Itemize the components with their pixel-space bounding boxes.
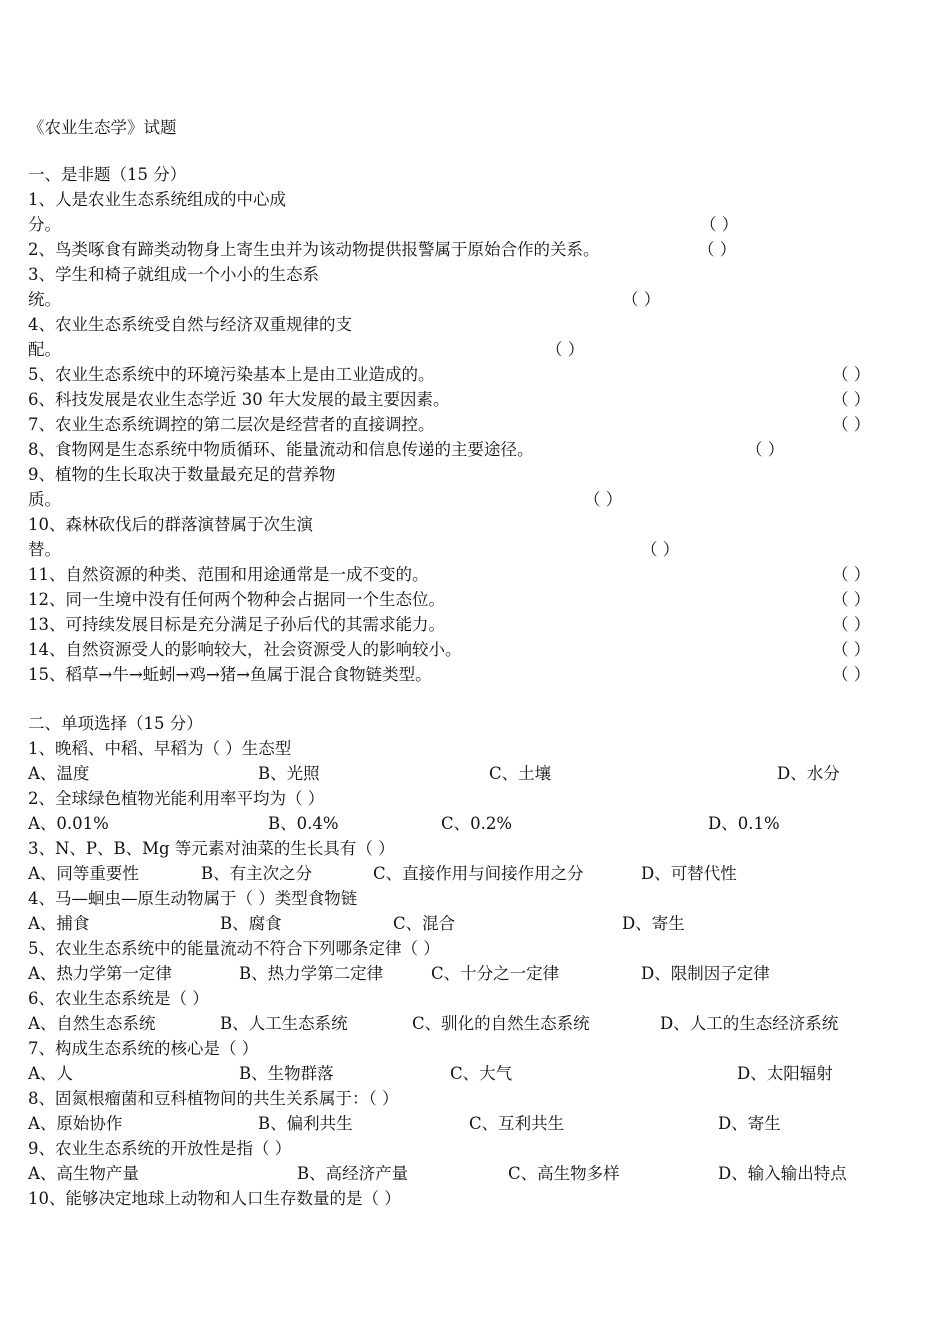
- question-text: 9、植物的生长取决于数量最充足的营养物: [28, 465, 336, 484]
- page-title: 《农业生态学》试题: [28, 118, 177, 137]
- option-c: C、直接作用与间接作用之分: [373, 864, 584, 883]
- option-a: A、捕食: [28, 914, 90, 933]
- option-a: A、热力学第一定律: [28, 964, 172, 983]
- question-text: 8、固氮根瘤菌和豆科植物间的共生关系属于：（ ）: [28, 1089, 399, 1108]
- question-text: 6、科技发展是农业生态学近 30 年大发展的最主要因素。: [28, 390, 450, 409]
- answer-blank: （ ）: [622, 290, 661, 309]
- section1-heading: 一、是非题（15 分）: [28, 165, 187, 184]
- option-d: D、人工的生态经济系统: [660, 1014, 839, 1033]
- question-text: 2、鸟类啄食有蹄类动物身上寄生虫并为该动物提供报警属于原始合作的关系。: [28, 240, 600, 259]
- option-b: B、光照: [258, 764, 320, 783]
- answer-blank: （ ）: [832, 390, 871, 409]
- answer-blank: （ ）: [641, 540, 680, 559]
- option-c: C、十分之一定律: [431, 964, 560, 983]
- option-c: C、大气: [450, 1064, 513, 1083]
- answer-blank: （ ）: [584, 490, 623, 509]
- answer-blank: （ ）: [832, 640, 871, 659]
- option-c: C、0.2%: [441, 814, 513, 833]
- question-text: 5、农业生态系统中的环境污染基本上是由工业造成的。: [28, 365, 435, 384]
- option-c: C、驯化的自然生态系统: [412, 1014, 590, 1033]
- section2-heading: 二、单项选择（15 分）: [28, 714, 203, 733]
- question-text: 6、农业生态系统是（ ）: [28, 989, 209, 1008]
- question-text: 7、农业生态系统调控的第二层次是经营者的直接调控。: [28, 415, 435, 434]
- option-c: C、高生物多样: [508, 1164, 620, 1183]
- option-b: B、0.4%: [268, 814, 339, 833]
- question-text-continued: 统。: [28, 290, 61, 309]
- question-text: 14、自然资源受人的影响较大，社会资源受人的影响较小。: [28, 640, 462, 659]
- question-text: 13、可持续发展目标是充分满足子孙后代的其需求能力。: [28, 615, 445, 634]
- option-d: D、限制因子定律: [641, 964, 770, 983]
- option-d: D、0.1%: [708, 814, 780, 833]
- option-b: B、生物群落: [239, 1064, 334, 1083]
- option-b: B、高经济产量: [297, 1164, 409, 1183]
- option-a: A、原始协作: [28, 1114, 123, 1133]
- option-a: A、温度: [28, 764, 90, 783]
- option-a: A、人: [28, 1064, 73, 1083]
- option-b: B、热力学第二定律: [239, 964, 384, 983]
- answer-blank: （ ）: [698, 240, 737, 259]
- option-d: D、可替代性: [641, 864, 737, 883]
- answer-blank: （ ）: [746, 440, 785, 459]
- option-d: D、输入输出特点: [718, 1164, 847, 1183]
- question-text: 11、自然资源的种类、范围和用途通常是一成不变的。: [28, 565, 429, 584]
- question-text: 10、森林砍伐后的群落演替属于次生演: [28, 515, 313, 534]
- question-text: 5、农业生态系统中的能量流动不符合下列哪条定律（ ）: [28, 939, 440, 958]
- option-d: D、太阳辐射: [737, 1064, 833, 1083]
- answer-blank: （ ）: [832, 615, 871, 634]
- question-text: 1、晚稻、中稻、早稻为（ ）生态型: [28, 739, 292, 758]
- option-a: A、高生物产量: [28, 1164, 139, 1183]
- question-text-continued: 分。: [28, 215, 61, 234]
- option-a: A、自然生态系统: [28, 1014, 156, 1033]
- option-b: B、偏利共生: [258, 1114, 353, 1133]
- question-text: 15、稻草→牛→蚯蚓→鸡→猪→鱼属于混合食物链类型。: [28, 665, 432, 684]
- option-c: C、混合: [393, 914, 456, 933]
- option-b: B、有主次之分: [201, 864, 313, 883]
- option-c: C、土壤: [489, 764, 552, 783]
- question-text: 1、人是农业生态系统组成的中心成: [28, 190, 286, 209]
- answer-blank: （ ）: [832, 665, 871, 684]
- answer-blank: （ ）: [832, 590, 871, 609]
- answer-blank: （ ）: [700, 215, 739, 234]
- question-text: 8、食物网是生态系统中物质循环、能量流动和信息传递的主要途径。: [28, 440, 534, 459]
- question-text: 12、同一生境中没有任何两个物种会占据同一个生态位。: [28, 590, 445, 609]
- option-d: D、水分: [777, 764, 840, 783]
- question-text-continued: 质。: [28, 490, 61, 509]
- question-text-continued: 替。: [28, 540, 61, 559]
- answer-blank: （ ）: [832, 415, 871, 434]
- question-text: 7、构成生态系统的核心是（ ）: [28, 1039, 259, 1058]
- option-d: D、寄生: [622, 914, 685, 933]
- answer-blank: （ ）: [546, 340, 585, 359]
- question-text: 3、学生和椅子就组成一个小小的生态系: [28, 265, 319, 284]
- option-b: B、人工生态系统: [220, 1014, 348, 1033]
- question-text: 10、能够决定地球上动物和人口生存数量的是（ ）: [28, 1189, 401, 1208]
- option-a: A、同等重要性: [28, 864, 139, 883]
- question-text: 4、马—蛔虫—原生动物属于（ ）类型食物链: [28, 889, 358, 908]
- option-b: B、腐食: [220, 914, 282, 933]
- answer-blank: （ ）: [832, 365, 871, 384]
- question-text-continued: 配。: [28, 340, 61, 359]
- answer-blank: （ ）: [832, 565, 871, 584]
- question-text: 2、全球绿色植物光能利用率平均为（ ）: [28, 789, 325, 808]
- option-c: C、互利共生: [469, 1114, 565, 1133]
- option-d: D、寄生: [718, 1114, 781, 1133]
- question-text: 4、农业生态系统受自然与经济双重规律的支: [28, 315, 352, 334]
- option-a: A、0.01%: [28, 814, 109, 833]
- question-text: 9、农业生态系统的开放性是指（ ）: [28, 1139, 292, 1158]
- question-text: 3、N、P、B、Mg 等元素对油菜的生长具有（ ）: [28, 839, 395, 858]
